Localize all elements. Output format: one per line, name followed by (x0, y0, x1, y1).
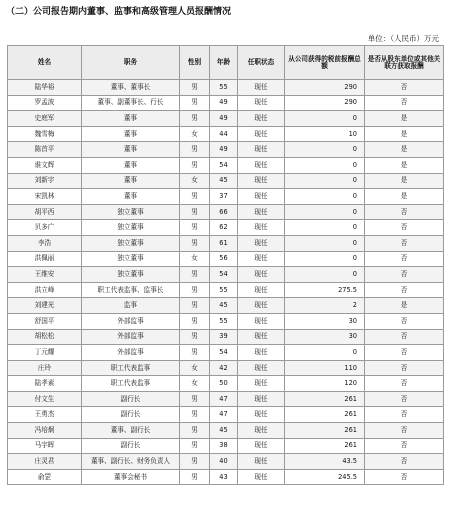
cell-gender: 男 (180, 95, 210, 111)
cell-related-pay: 是 (365, 111, 444, 127)
cell-age: 39 (210, 329, 238, 345)
cell-related-pay: 是 (365, 126, 444, 142)
cell-gender: 女 (180, 360, 210, 376)
table-row (8, 204, 444, 220)
cell-related-pay: 否 (365, 329, 444, 345)
cell-pretax-pay: 0 (285, 220, 365, 236)
table-row (8, 329, 444, 345)
cell-position: 董事 (82, 173, 180, 189)
table-row (8, 80, 444, 96)
cell-gender: 男 (180, 454, 210, 470)
cell-pretax-pay: 290 (285, 95, 365, 111)
cell-name: 舒国平 (8, 313, 82, 329)
cell-age: 38 (210, 438, 238, 454)
cell-name: 洪立峰 (8, 282, 82, 298)
cell-related-pay: 是 (365, 173, 444, 189)
unit-note: 单位：（人民币）万元 (367, 34, 439, 43)
cell-status: 现任 (238, 111, 285, 127)
cell-name: 庄玲 (8, 360, 82, 376)
cell-position: 副行长 (82, 438, 180, 454)
cell-name: 宋凯林 (8, 189, 82, 205)
cell-status: 现任 (238, 95, 285, 111)
cell-related-pay: 否 (365, 376, 444, 392)
cell-related-pay: 是 (365, 142, 444, 158)
cell-gender: 女 (180, 126, 210, 142)
cell-gender: 男 (180, 111, 210, 127)
header-position: 职务 (82, 46, 180, 80)
cell-name: 刘建光 (8, 298, 82, 314)
cell-age: 45 (210, 298, 238, 314)
cell-position: 副行长 (82, 407, 180, 423)
cell-related-pay: 否 (365, 345, 444, 361)
header-related-pay: 是否从股东单位或其他关联方获取报酬 (365, 46, 444, 80)
cell-related-pay: 否 (365, 313, 444, 329)
cell-gender: 男 (180, 80, 210, 96)
cell-age: 50 (210, 376, 238, 392)
cell-age: 40 (210, 454, 238, 470)
cell-related-pay: 否 (365, 423, 444, 439)
cell-name: 丁元耀 (8, 345, 82, 361)
cell-related-pay: 否 (365, 360, 444, 376)
cell-pretax-pay: 261 (285, 438, 365, 454)
cell-name: 李浩 (8, 235, 82, 251)
cell-position: 董事 (82, 126, 180, 142)
table-row (8, 360, 444, 376)
cell-related-pay: 否 (365, 80, 444, 96)
cell-position: 监事 (82, 298, 180, 314)
cell-name: 谁文辉 (8, 157, 82, 173)
cell-pretax-pay: 0 (285, 142, 365, 158)
cell-gender: 男 (180, 142, 210, 158)
cell-age: 37 (210, 189, 238, 205)
cell-age: 42 (210, 360, 238, 376)
table-row (8, 142, 444, 158)
cell-age: 49 (210, 95, 238, 111)
cell-related-pay: 否 (365, 251, 444, 267)
cell-age: 44 (210, 126, 238, 142)
cell-position: 独立董事 (82, 251, 180, 267)
cell-status: 现任 (238, 438, 285, 454)
cell-status: 现任 (238, 204, 285, 220)
cell-related-pay: 否 (365, 267, 444, 283)
cell-gender: 男 (180, 329, 210, 345)
cell-position: 独立董事 (82, 235, 180, 251)
cell-gender: 男 (180, 391, 210, 407)
cell-position: 董事、副行长、财务负责人 (82, 454, 180, 470)
cell-pretax-pay: 0 (285, 251, 365, 267)
cell-gender: 男 (180, 282, 210, 298)
cell-name: 罗孟波 (8, 95, 82, 111)
header-pretax-pay: 从公司获得的税前报酬总额 (285, 46, 365, 80)
cell-status: 现任 (238, 251, 285, 267)
cell-gender: 男 (180, 157, 210, 173)
cell-gender: 男 (180, 204, 210, 220)
cell-position: 董事、副董事长、行长 (82, 95, 180, 111)
cell-related-pay: 否 (365, 391, 444, 407)
table-row (8, 267, 444, 283)
cell-gender: 男 (180, 345, 210, 361)
cell-related-pay: 否 (365, 95, 444, 111)
cell-name: 陆孝素 (8, 376, 82, 392)
cell-name: 洪佩丽 (8, 251, 82, 267)
header-gender: 性别 (180, 46, 210, 80)
cell-status: 现任 (238, 423, 285, 439)
cell-pretax-pay: 0 (285, 189, 365, 205)
cell-pretax-pay: 0 (285, 235, 365, 251)
cell-related-pay: 否 (365, 220, 444, 236)
cell-status: 现任 (238, 345, 285, 361)
table-row (8, 220, 444, 236)
header-status: 任职状态 (238, 46, 285, 80)
cell-name: 胡平西 (8, 204, 82, 220)
cell-related-pay: 否 (365, 282, 444, 298)
cell-name: 马宇晖 (8, 438, 82, 454)
table-row (8, 438, 444, 454)
cell-position: 独立董事 (82, 220, 180, 236)
table-row (8, 345, 444, 361)
cell-related-pay: 是 (365, 298, 444, 314)
cell-age: 45 (210, 173, 238, 189)
cell-status: 现任 (238, 454, 285, 470)
cell-related-pay: 否 (365, 204, 444, 220)
table-row (8, 126, 444, 142)
cell-age: 55 (210, 282, 238, 298)
section-title: （二）公司报告期内董事、监事和高级管理人员报酬情况 (6, 7, 232, 17)
table-row (8, 469, 444, 485)
cell-status: 现任 (238, 173, 285, 189)
cell-gender: 男 (180, 235, 210, 251)
cell-status: 现任 (238, 313, 285, 329)
cell-position: 外部监事 (82, 345, 180, 361)
cell-pretax-pay: 120 (285, 376, 365, 392)
table-row (8, 423, 444, 439)
cell-related-pay: 否 (365, 454, 444, 470)
cell-status: 现任 (238, 360, 285, 376)
cell-pretax-pay: 290 (285, 80, 365, 96)
cell-position: 外部监事 (82, 329, 180, 345)
cell-status: 现任 (238, 80, 285, 96)
cell-status: 现任 (238, 282, 285, 298)
cell-status: 现任 (238, 220, 285, 236)
cell-gender: 男 (180, 267, 210, 283)
table-row (8, 189, 444, 205)
cell-age: 61 (210, 235, 238, 251)
cell-position: 职工代表监事、监事长 (82, 282, 180, 298)
cell-name: 刘新宇 (8, 173, 82, 189)
cell-age: 45 (210, 423, 238, 439)
cell-pretax-pay: 0 (285, 111, 365, 127)
cell-pretax-pay: 0 (285, 157, 365, 173)
cell-name: 庄灵君 (8, 454, 82, 470)
cell-position: 董事 (82, 142, 180, 158)
cell-status: 现任 (238, 376, 285, 392)
cell-status: 现任 (238, 298, 285, 314)
cell-pretax-pay: 30 (285, 313, 365, 329)
cell-gender: 男 (180, 438, 210, 454)
cell-related-pay: 否 (365, 235, 444, 251)
cell-gender: 男 (180, 469, 210, 485)
table-row (8, 313, 444, 329)
cell-position: 副行长 (82, 391, 180, 407)
cell-age: 47 (210, 391, 238, 407)
cell-pretax-pay: 110 (285, 360, 365, 376)
cell-name: 俞罡 (8, 469, 82, 485)
cell-position: 独立董事 (82, 267, 180, 283)
cell-position: 董事 (82, 111, 180, 127)
cell-status: 现任 (238, 329, 285, 345)
cell-age: 49 (210, 142, 238, 158)
cell-age: 62 (210, 220, 238, 236)
cell-age: 54 (210, 157, 238, 173)
cell-pretax-pay: 245.5 (285, 469, 365, 485)
cell-pretax-pay: 261 (285, 407, 365, 423)
cell-gender: 女 (180, 251, 210, 267)
cell-gender: 女 (180, 173, 210, 189)
cell-related-pay: 否 (365, 469, 444, 485)
cell-position: 职工代表监事 (82, 376, 180, 392)
table-row (8, 173, 444, 189)
cell-status: 现任 (238, 126, 285, 142)
cell-name: 冯培炯 (8, 423, 82, 439)
cell-pretax-pay: 2 (285, 298, 365, 314)
cell-age: 66 (210, 204, 238, 220)
table-row (8, 376, 444, 392)
cell-position: 董事会秘书 (82, 469, 180, 485)
cell-status: 现任 (238, 235, 285, 251)
table-header (8, 46, 444, 80)
cell-position: 董事、副行长 (82, 423, 180, 439)
cell-name: 史庭军 (8, 111, 82, 127)
cell-position: 董事 (82, 189, 180, 205)
cell-name: 魏雪梅 (8, 126, 82, 142)
table-body (8, 80, 444, 485)
table-row (8, 407, 444, 423)
table-row (8, 235, 444, 251)
cell-gender: 男 (180, 220, 210, 236)
cell-age: 49 (210, 111, 238, 127)
table-row (8, 298, 444, 314)
cell-pretax-pay: 275.5 (285, 282, 365, 298)
cell-position: 独立董事 (82, 204, 180, 220)
table-row (8, 111, 444, 127)
cell-pretax-pay: 30 (285, 329, 365, 345)
cell-position: 董事、董事长 (82, 80, 180, 96)
cell-age: 55 (210, 80, 238, 96)
cell-age: 54 (210, 345, 238, 361)
cell-pretax-pay: 261 (285, 391, 365, 407)
header-age: 年龄 (210, 46, 238, 80)
cell-pretax-pay: 0 (285, 173, 365, 189)
cell-status: 现任 (238, 189, 285, 205)
cell-gender: 男 (180, 189, 210, 205)
table-row (8, 95, 444, 111)
cell-age: 43 (210, 469, 238, 485)
cell-name: 王勇杰 (8, 407, 82, 423)
cell-name: 陈首平 (8, 142, 82, 158)
cell-position: 董事 (82, 157, 180, 173)
cell-gender: 男 (180, 407, 210, 423)
cell-status: 现任 (238, 407, 285, 423)
cell-position: 职工代表监事 (82, 360, 180, 376)
cell-name: 陆华裕 (8, 80, 82, 96)
table-row (8, 251, 444, 267)
cell-related-pay: 是 (365, 189, 444, 205)
cell-status: 现任 (238, 142, 285, 158)
table-row (8, 282, 444, 298)
cell-status: 现任 (238, 391, 285, 407)
table-row (8, 391, 444, 407)
cell-pretax-pay: 0 (285, 204, 365, 220)
cell-position: 外部监事 (82, 313, 180, 329)
table-row (8, 157, 444, 173)
cell-age: 54 (210, 267, 238, 283)
cell-pretax-pay: 43.5 (285, 454, 365, 470)
cell-pretax-pay: 0 (285, 267, 365, 283)
cell-status: 现任 (238, 157, 285, 173)
cell-status: 现任 (238, 267, 285, 283)
cell-name: 付文生 (8, 391, 82, 407)
cell-gender: 女 (180, 376, 210, 392)
cell-related-pay: 否 (365, 438, 444, 454)
cell-gender: 男 (180, 423, 210, 439)
cell-name: 王维安 (8, 267, 82, 283)
header-name: 姓名 (8, 46, 82, 80)
cell-age: 47 (210, 407, 238, 423)
cell-status: 现任 (238, 469, 285, 485)
cell-name: 贝多广 (8, 220, 82, 236)
remuneration-table (7, 45, 444, 485)
cell-age: 55 (210, 313, 238, 329)
cell-pretax-pay: 10 (285, 126, 365, 142)
cell-age: 56 (210, 251, 238, 267)
cell-related-pay: 是 (365, 157, 444, 173)
table-row (8, 454, 444, 470)
cell-related-pay: 否 (365, 407, 444, 423)
cell-gender: 男 (180, 313, 210, 329)
cell-name: 胡松松 (8, 329, 82, 345)
cell-pretax-pay: 261 (285, 423, 365, 439)
cell-gender: 男 (180, 298, 210, 314)
cell-pretax-pay: 0 (285, 345, 365, 361)
